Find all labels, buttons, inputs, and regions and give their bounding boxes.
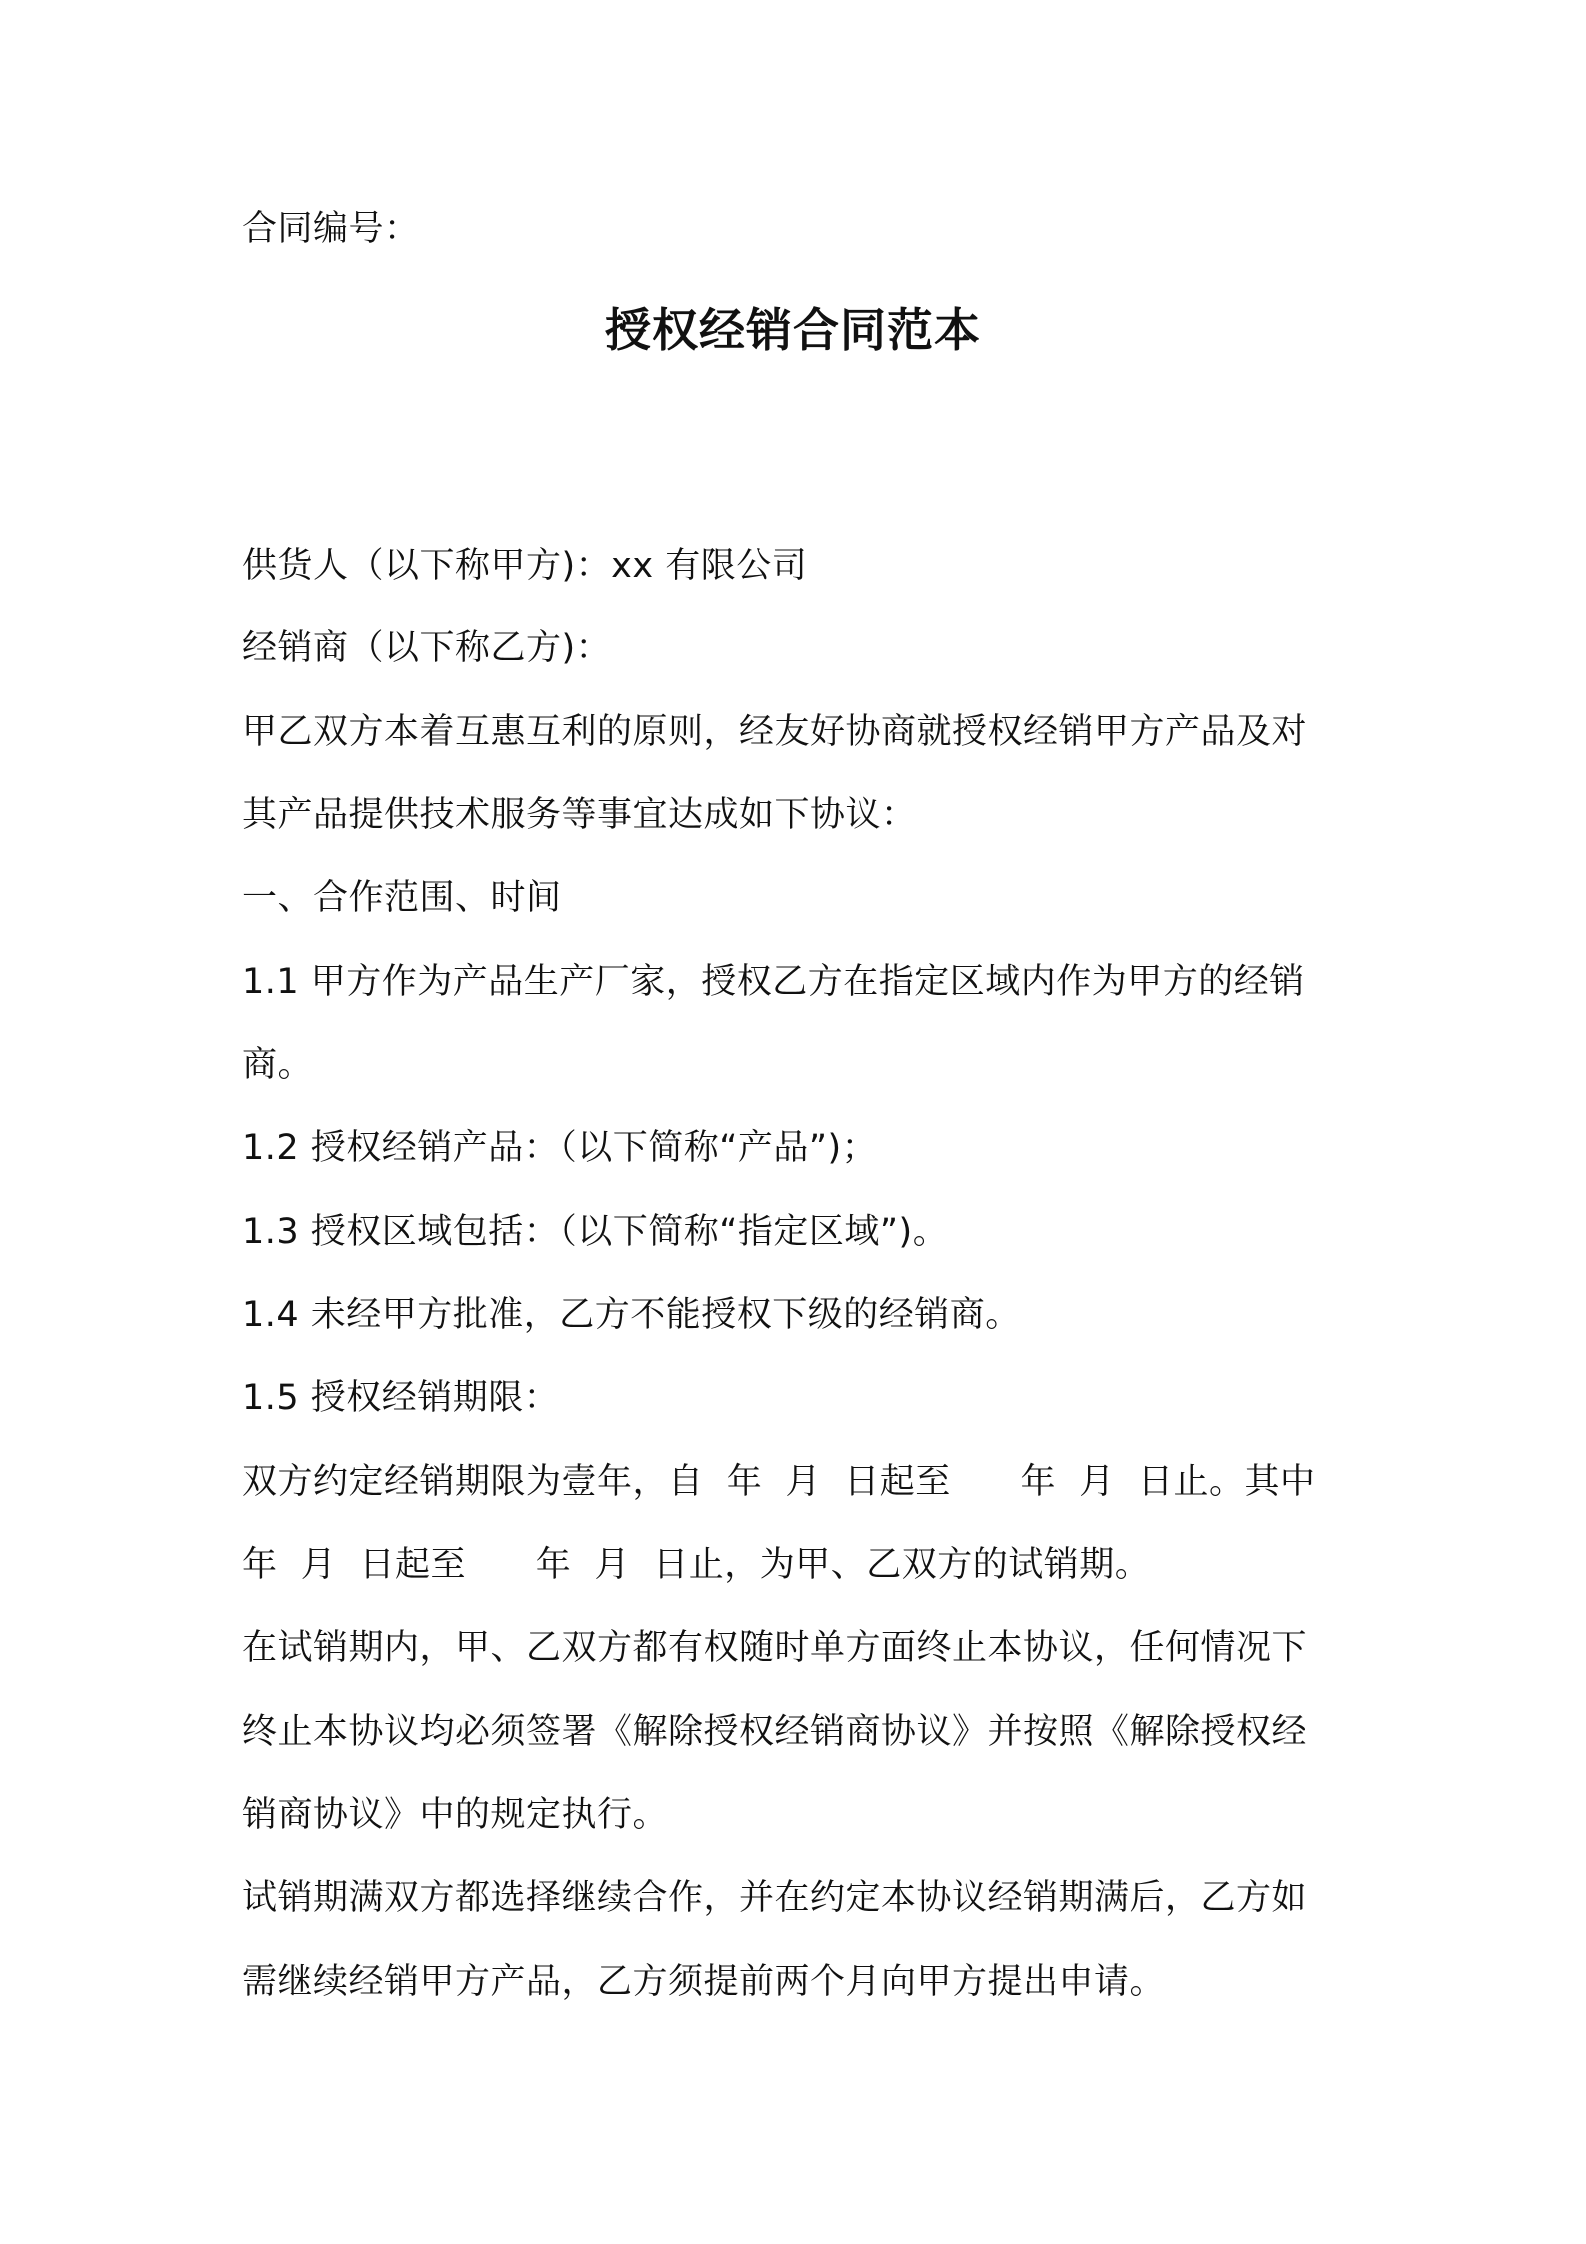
paragraph-line: 终止本协议均必须签署《解除授权经销商协议》并按照《解除授权经 (242, 1712, 1308, 1752)
paragraph-line: 销商协议》中的规定执行。 (242, 1795, 669, 1835)
document-title: 授权经销合同范本 (605, 303, 981, 357)
paragraph-line: 试销期满双方都选择继续合作，并在约定本协议经销期满后，乙方如 (242, 1878, 1308, 1918)
clause-line: 1.4 未经甲方批准，乙方不能授权下级的经销商。 (242, 1295, 1021, 1335)
paragraph-line: 其产品提供技术服务等事宜达成如下协议： (242, 795, 917, 835)
distributor-line: 经销商（以下称乙方)： (242, 628, 612, 668)
clause-line: 1.1 甲方作为产品生产厂家，授权乙方在指定区域内作为甲方的经销 (242, 962, 1305, 1002)
paragraph-line: 双方约定经销期限为壹年，自 年 月 日起至 年 月 日止。其中 (242, 1462, 1316, 1502)
paragraph-line: 年 月 日起至 年 月 日止，为甲、乙双方的试销期。 (242, 1545, 1151, 1585)
paragraph-line: 在试销期内，甲、乙双方都有权随时单方面终止本协议，任何情况下 (242, 1628, 1308, 1668)
clause-line: 1.3 授权区域包括：（以下简称“指定区域”)。 (242, 1212, 949, 1252)
clause-line: 1.2 授权经销产品：（以下简称“产品”)； (242, 1128, 878, 1168)
contract-number-label: 合同编号： (242, 209, 420, 249)
supplier-line: 供货人（以下称甲方)：xx 有限公司 (242, 546, 808, 586)
section-heading: 一、合作范围、时间 (242, 878, 562, 918)
paragraph-line: 需继续经销甲方产品，乙方须提前两个月向甲方提出申请。 (242, 1962, 1166, 2002)
clause-line: 商。 (242, 1045, 314, 1085)
paragraph-line: 甲乙双方本着互惠互利的原则，经友好协商就授权经销甲方产品及对 (242, 712, 1308, 752)
clause-line: 1.5 授权经销期限： (242, 1378, 560, 1418)
